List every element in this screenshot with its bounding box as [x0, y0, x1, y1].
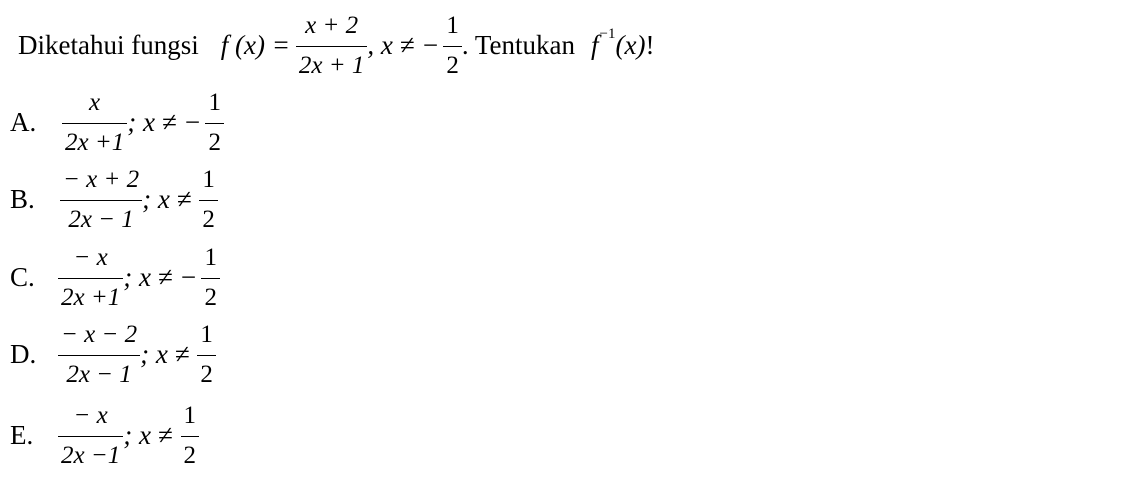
option-condition: ; x ≠ −	[123, 261, 198, 292]
condition-denominator: 2	[183, 441, 197, 469]
option-denominator: 2x − 1	[66, 360, 132, 388]
option-fraction	[60, 165, 142, 234]
option-b[interactable]	[10, 164, 218, 234]
option-condition: ; x ≠	[123, 419, 173, 450]
function-numerator: x + 2	[305, 11, 359, 39]
option-condition: ; x ≠	[142, 183, 192, 214]
fraction-bar	[181, 436, 200, 437]
option-label: E.	[10, 419, 34, 450]
condition-denominator: 2	[446, 51, 459, 79]
question-ask: . Tentukan	[461, 29, 576, 60]
fraction-bar	[205, 123, 224, 124]
inverse-f: f	[591, 29, 599, 60]
question-intro: Diketahui fungsi	[18, 29, 199, 60]
condition-numerator: 1	[208, 88, 221, 116]
option-a[interactable]	[10, 87, 224, 157]
option-numerator: x	[89, 88, 101, 116]
option-numerator: − x − 2	[61, 320, 138, 348]
option-denominator: 2x − 1	[68, 205, 134, 233]
option-condition-fraction	[199, 165, 218, 234]
inverse-argument: (x)	[615, 29, 646, 60]
option-numerator: − x	[73, 401, 108, 429]
condition-fraction	[443, 11, 462, 80]
option-condition-fraction	[181, 401, 200, 470]
question-line	[18, 8, 654, 82]
function-denominator: 2x + 1	[298, 51, 365, 79]
inverse-exponent: −1	[599, 25, 616, 42]
condition-numerator: 1	[183, 401, 197, 429]
condition-denominator: 2	[208, 128, 221, 156]
condition-denominator: 2	[200, 360, 213, 388]
fraction-bar	[443, 46, 462, 47]
option-condition: ; x ≠	[140, 338, 190, 369]
fraction-bar	[62, 123, 127, 124]
option-label: C.	[10, 261, 35, 292]
fraction-bar	[199, 200, 218, 201]
option-fraction	[58, 243, 123, 312]
option-denominator: 2x −1	[61, 441, 121, 469]
fraction-bar	[197, 355, 216, 356]
option-condition-fraction	[205, 88, 224, 157]
option-c[interactable]	[10, 242, 220, 312]
exclamation: !	[645, 29, 655, 60]
option-condition: ; x ≠ −	[127, 106, 202, 137]
option-d[interactable]	[10, 319, 216, 389]
option-label: B.	[10, 183, 35, 214]
fraction-bar	[58, 436, 123, 437]
condition-numerator: 1	[200, 320, 213, 348]
option-numerator: − x + 2	[63, 165, 140, 193]
condition-denominator: 2	[202, 205, 215, 233]
function-fraction	[296, 11, 367, 80]
fraction-bar	[201, 278, 220, 279]
option-condition-fraction	[201, 243, 220, 312]
option-fraction	[58, 401, 123, 470]
fraction-bar	[58, 355, 140, 356]
condition-numerator: 1	[446, 11, 459, 39]
function-lhs: f (x) =	[220, 29, 290, 60]
option-condition-fraction	[197, 320, 216, 389]
option-numerator: − x	[73, 243, 108, 271]
fraction-bar	[296, 46, 367, 47]
condition-denominator: 2	[204, 283, 217, 311]
fraction-bar	[58, 278, 123, 279]
option-label: D.	[10, 338, 37, 369]
option-fraction	[58, 320, 140, 389]
condition-numerator: 1	[202, 165, 215, 193]
domain-condition: , x ≠ −	[367, 29, 440, 60]
option-denominator: 2x +1	[65, 128, 125, 156]
option-label: A.	[10, 106, 37, 137]
option-e[interactable]	[10, 400, 199, 470]
condition-numerator: 1	[204, 243, 217, 271]
option-fraction	[62, 88, 127, 157]
fraction-bar	[60, 200, 142, 201]
option-denominator: 2x +1	[61, 283, 121, 311]
